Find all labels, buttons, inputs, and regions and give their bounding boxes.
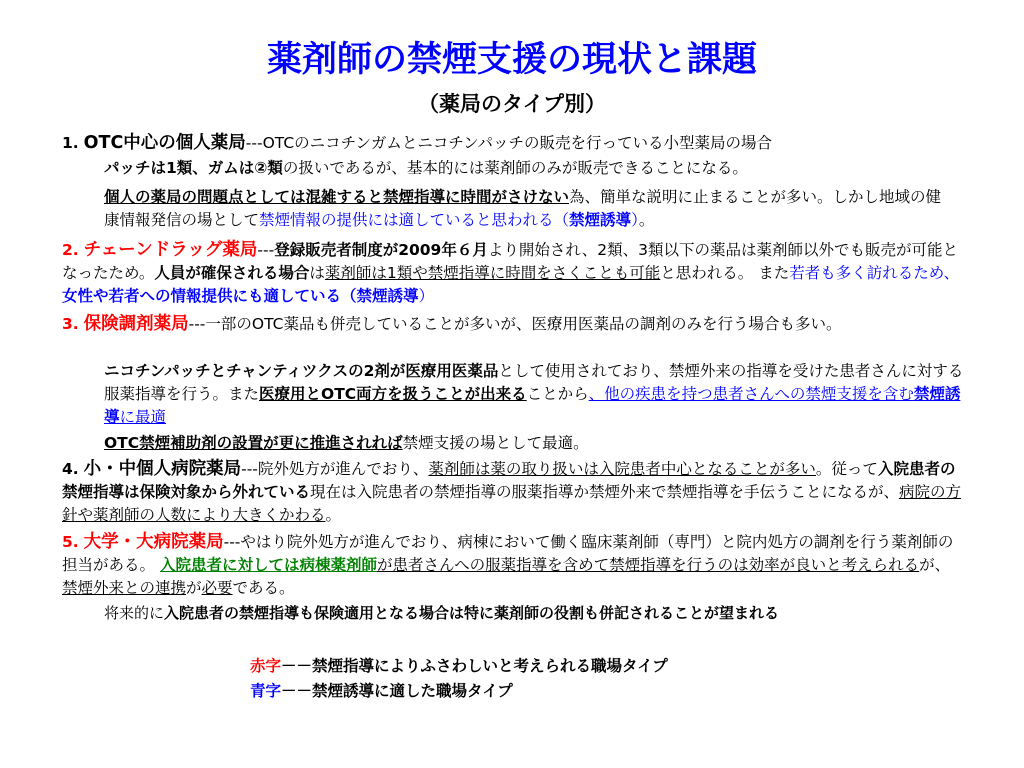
section-5-underline-3: 必要 [201,579,233,597]
section-4-underline-2: 病院の方針や薬剤師の人数により大きくかわる [62,483,962,524]
section-3-text: として使用されており、禁煙外来の指導を受けた患者さんに対する服薬指導を行う。また [104,362,964,403]
section-4-heading: 小・中個人病院薬局 [83,459,242,479]
legend-blue-line [250,680,513,703]
legend-red-text: －－禁煙指導によりふさわしいと考えられる職場タイプ [281,657,668,675]
section-2-blue: 若者も多く訪れるため、 [789,264,960,282]
section-2-text: より開始され、2類、3類以下の薬品は薬剤師以外でも販売が可能となったため。 [62,241,958,282]
section-3-body-b [104,432,964,455]
section-1-text: 為、簡単な説明に止まることが多い。しかし地域の健康情報発信の場として [104,188,942,229]
section-3-text: ---一部のOTC薬品も併売していることが多いが、医療用医薬品の調剤のみを行う場合も多い。 [188,315,842,333]
section-5-text: 将来的に [104,604,165,622]
section-1-blue-bold: 禁煙誘導 [569,211,632,229]
section-5-underline: が患者さんへの服薬指導を含めて禁煙指導を行うのは効率が良いと考えられる [376,556,920,574]
section-3-bold-underline: 医療用とOTC両方を扱うことが出来る [259,385,527,403]
section-4-text: ---院外処方が進んでおり、 [241,460,429,478]
section-1-heading: OTC中心の個人薬局 [83,133,246,153]
section-5-underline-2: 禁煙外来との連携 [62,579,187,597]
section-5-text: が [186,579,202,597]
section-3-heading-line [62,313,962,336]
section-5-bold: 入院患者の禁煙指導も保険適用となる場合は特に薬剤師の役割も併記されることが望まれる [164,604,780,622]
legend-red-label: 赤字 [250,657,282,675]
section-4-underline: 薬剤師は薬の取り扱いは入院患者中心となることが多い [428,460,816,478]
section-1-heading-line [62,132,962,155]
section-3-bold: ニコチンパッチとチャンティツクスの2剤が医療用医薬品 [104,362,499,380]
section-3-number: 3. [62,315,79,333]
section-1-text-end: 。 [638,211,655,229]
section-2-bold: 登録販売者制度が2009年６月 [274,241,488,259]
section-2-underline: 薬剤師は1類や禁煙指導に時間をさくことも可能 [324,264,661,282]
section-3-heading: 保険調剤薬局 [83,314,189,334]
section-3-bold-underline-2: OTC禁煙補助剤の設置が更に推進されれば [104,434,403,452]
legend-blue-label: 青字 [250,682,282,700]
section-1-number: 1. [62,134,79,152]
section-2-blue-paren: ） [418,287,435,305]
section-5-green-bold-underline: 入院患者に対しては病棟薬剤師 [159,556,377,574]
section-1-blue-paren-close: ） [631,211,639,229]
section-4-number: 4. [62,460,79,478]
section-5-number: 5. [62,533,79,551]
section-5-heading: 大学・大病院薬局 [83,532,224,552]
section-3-blue-bold-underline: 禁煙誘導 [104,385,961,426]
section-2-text: は [309,264,325,282]
section-1-text: ---OTCのニコチンガムとニコチンパッチの販売を行っている小型薬局の場合 [245,134,773,152]
section-2-blue-bold: 女性や若者への情報提供にも適している（禁煙誘導 [62,287,419,305]
section-5-paragraph [62,531,962,600]
section-1-blue: 禁煙情報の提供には適していると思われる [259,211,554,229]
section-1-bold-underline: 個人の薬局の問題点としては混雑すると禁煙指導に時間がさけない [104,188,570,206]
section-5-text: ---やはり院外処方が進んでおり、病棟において働く臨床薬剤師（専門）と院内処方の調剤を行う薬剤師の担当がある。 [62,533,954,574]
section-1-blue-paren-open: （ [553,211,570,229]
section-3-text: ことから [526,385,589,403]
section-4-text-end: 。 [325,506,342,524]
section-5-future-line [104,602,974,625]
section-5-text: が、 [919,556,951,574]
section-2-bold: 人員が確保される場合 [154,264,310,282]
section-1-body-b [104,186,954,232]
section-3-blue-underline: 、他の疾患を持つ患者さんへの禁煙支援を含む [588,385,914,403]
slide-title: 薬剤師の禁煙支援の現状と課題 [266,40,757,80]
slide-subtitle: （薬局のタイプ別） [418,92,606,116]
legend-blue-text: －－禁煙誘導に適した職場タイプ [281,682,513,700]
section-2-text: --- [257,241,275,259]
section-4-text: 。従って [815,460,878,478]
section-1-bold: パッチは1類、ガムは②類 [104,159,283,177]
section-1-body-a [104,157,964,180]
section-2-heading: チェーンドラッグ薬局 [83,240,258,260]
section-4-bold: 入院患者の禁煙指導は保険対象から外れている [62,460,956,501]
section-1-text: の扱いであるが、基本的には薬剤師のみが販売できることになる。 [282,159,748,177]
section-4-paragraph [62,458,962,527]
section-2-text: と思われる。 また [660,264,790,282]
section-2-number: 2. [62,241,79,259]
section-3-text-end: 禁煙支援の場として最適。 [402,434,589,452]
section-2-paragraph [62,239,962,308]
section-3-body-a [104,360,964,429]
section-3-blue-underline-end: に最適 [119,408,167,426]
section-5-text: である。 [232,579,295,597]
section-4-text: 現在は入院患者の禁煙指導の服薬指導か禁煙外来で禁煙指導を手伝うことになるが、 [310,483,900,501]
legend-red-line [250,655,668,678]
